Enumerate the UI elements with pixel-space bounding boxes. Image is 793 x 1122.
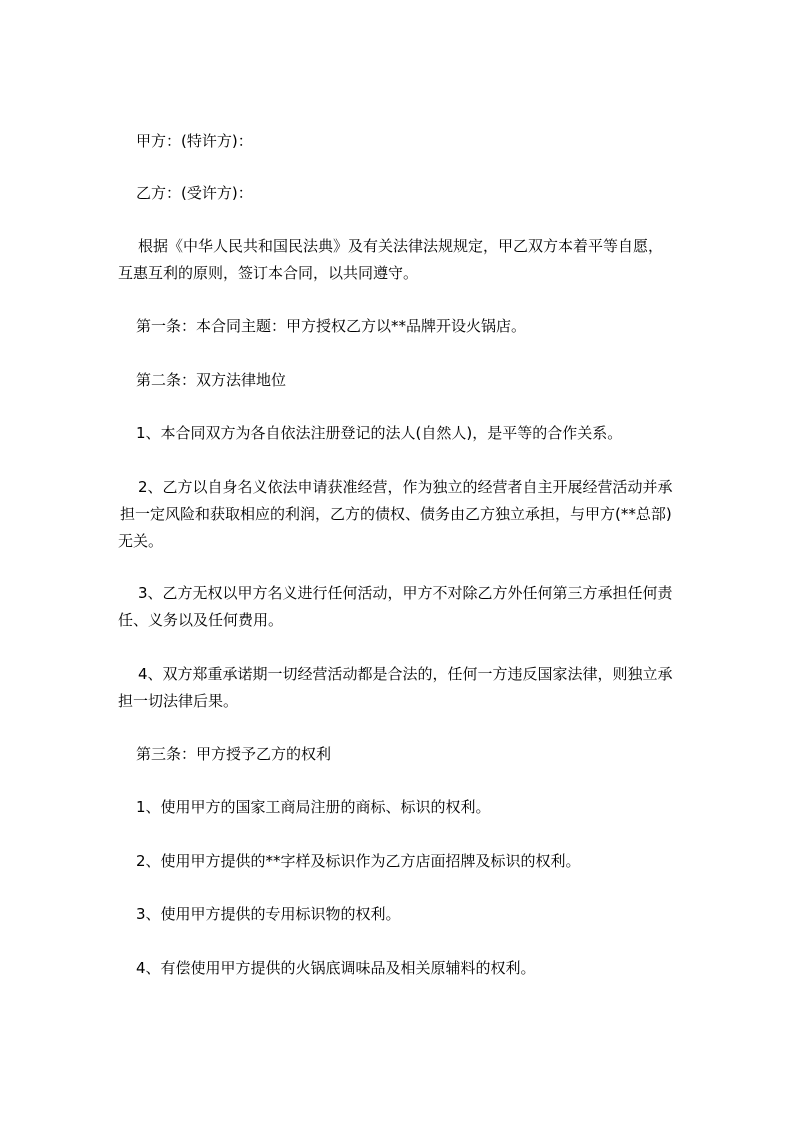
preamble-paragraph bbox=[118, 233, 676, 287]
article-2-item-3-line-1: 3、乙方无权以甲方名义进行任何活动，甲方不对除乙方外任何第三方承担任何责 bbox=[138, 584, 673, 602]
article-2-item-4-line-2: 担一切法律后果。 bbox=[118, 692, 239, 710]
article-2-item-3-line-2: 任、义务以及任何费用。 bbox=[118, 611, 284, 629]
article-3-item-1: 1、使用甲方的国家工商局注册的商标、标识的权利。 bbox=[136, 798, 491, 816]
article-2-item-2-line-2: 担一定风险和获取相应的利润，乙方的债权、债务由乙方独立承担，与甲方(**总部) bbox=[120, 505, 672, 523]
article-2-item-2-line-3: 无关。 bbox=[118, 532, 164, 550]
article-2-item-4-line-1: 4、双方郑重承诺期一切经营活动都是合法的，任何一方违反国家法律，则独立承 bbox=[138, 665, 673, 683]
article-2-heading: 第二条：双方法律地位 bbox=[136, 371, 287, 389]
party-a-line: 甲方：(特许方)： bbox=[136, 132, 253, 150]
party-b-line: 乙方：(受许方)： bbox=[136, 184, 253, 202]
article-1: 第一条：本合同主题：甲方授权乙方以**品牌开设火锅店。 bbox=[136, 317, 527, 335]
preamble-line-2: 互惠互利的原则，签订本合同，以共同遵守。 bbox=[118, 264, 419, 282]
article-3-item-2: 2、使用甲方提供的**字样及标识作为乙方店面招牌及标识的权利。 bbox=[136, 852, 581, 870]
article-2-item-2-line-1: 2、乙方以自身名义依法申请获准经营，作为独立的经营者自主开展经营活动并承 bbox=[138, 478, 673, 496]
article-2-item-3 bbox=[118, 580, 676, 634]
article-3-item-3: 3、使用甲方提供的专用标识物的权利。 bbox=[136, 905, 401, 923]
article-3-heading: 第三条：甲方授予乙方的权利 bbox=[136, 745, 332, 763]
article-2-item-2 bbox=[118, 474, 676, 555]
preamble-line-1: 根据《中华人民共和国民法典》及有关法律法规规定，甲乙双方本着平等自愿， bbox=[138, 237, 664, 255]
article-3-item-4: 4、有偿使用甲方提供的火锅底调味品及相关原辅料的权利。 bbox=[136, 959, 536, 977]
article-2-item-1: 1、本合同双方为各自依法注册登记的法人(自然人)，是平等的合作关系。 bbox=[136, 424, 623, 442]
article-2-item-4 bbox=[118, 661, 676, 715]
